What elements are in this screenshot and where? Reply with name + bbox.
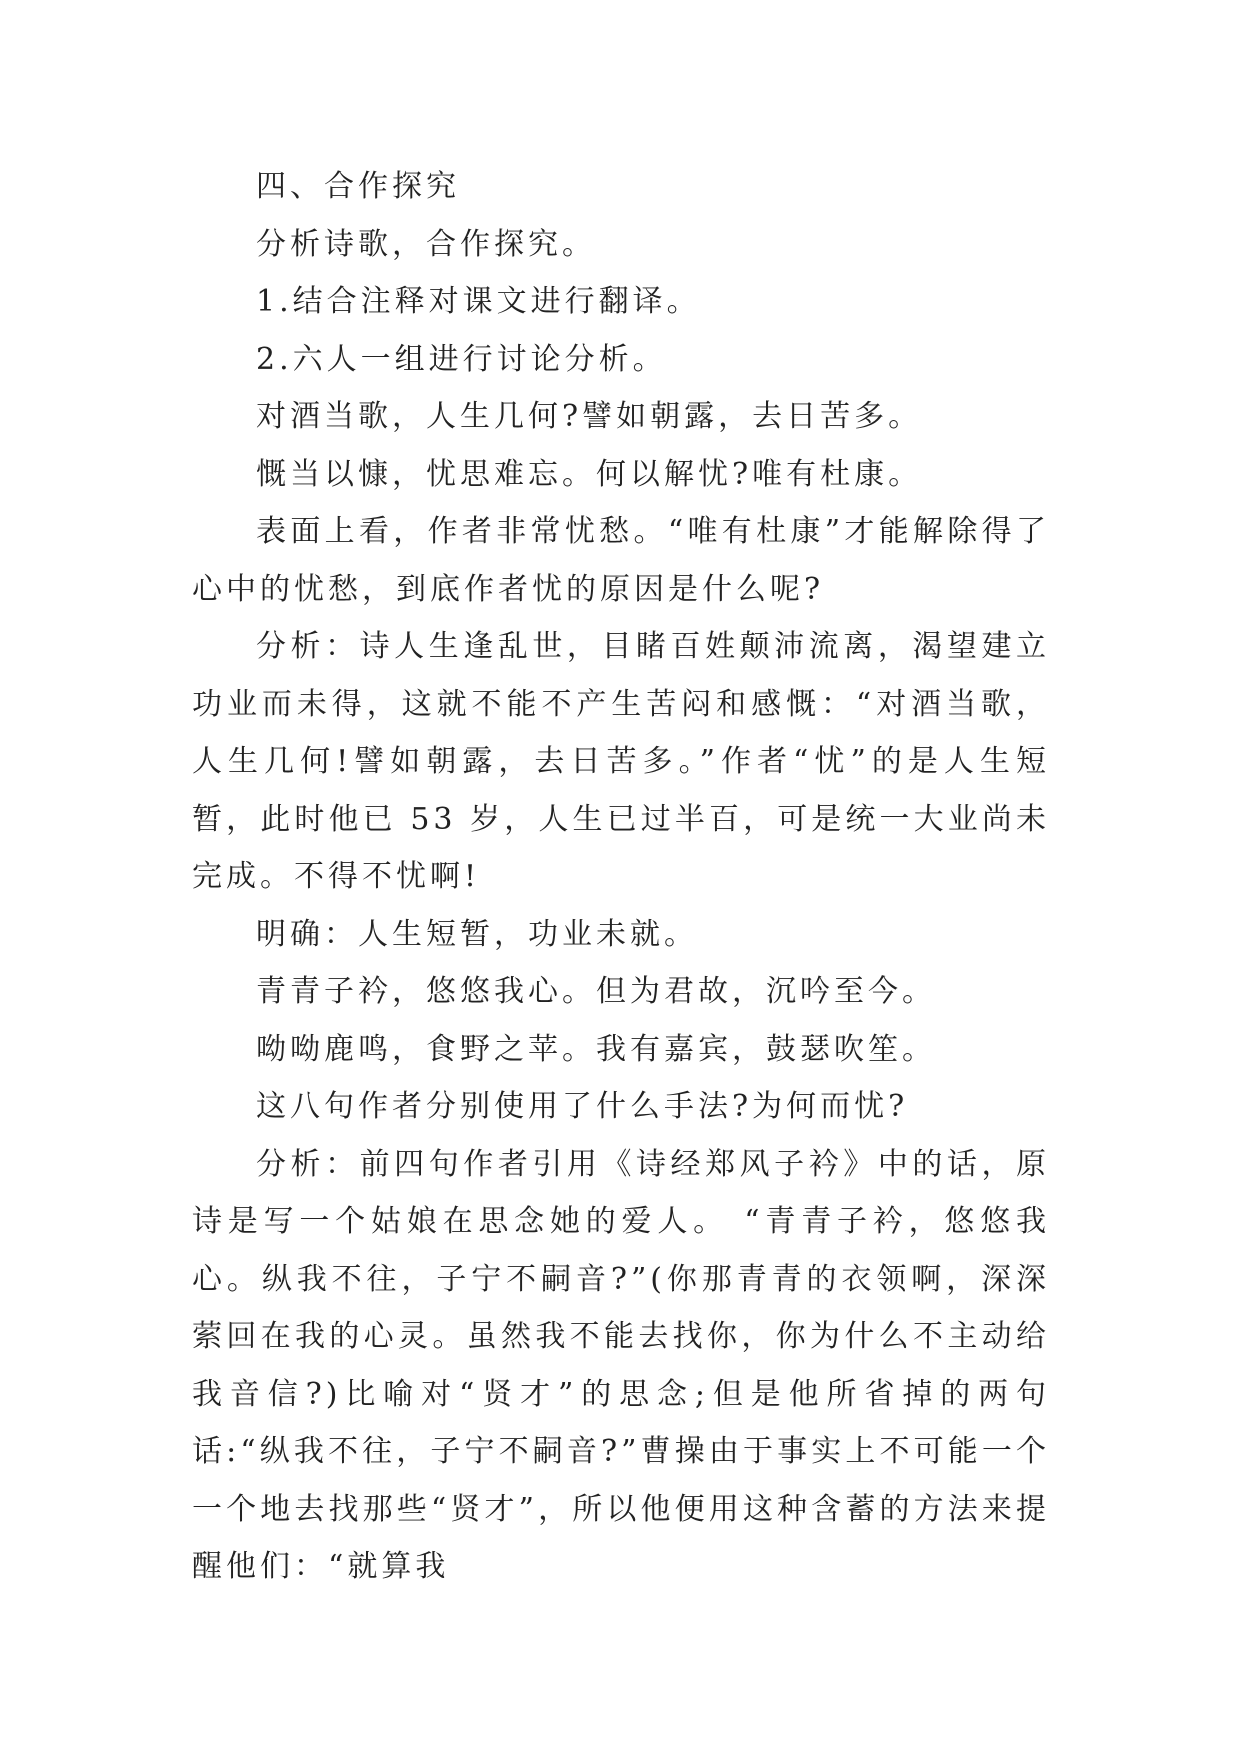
document-body	[192, 158, 1050, 1596]
paragraph: 分析：前四句作者引用《诗经郑风子衿》中的话，原诗是写一个姑娘在思念她的爱人。 “青青子衿，悠悠我心。纵我不往，子宁不嗣音?”(你那青青的衣领啊，深深萦回在我的心灵。虽然我不能去找你，你为什么不主动给我音信?)比喻对“贤才”的思念;但是他所省掉的两句话:“纵我不往，子宁不嗣音?”曹操由于事实上不可能一个一个地去找那些“贤才”，所以他便用这种含蓄的方法来提醒他们：“就算我	[192, 1146, 1050, 1584]
paragraph: 表面上看，作者非常忧愁。“唯有杜康”才能解除得了心中的忧愁，到底作者忧的原因是什么呢?	[192, 514, 1050, 607]
poem-line: 慨当以慷，忧思难忘。何以解忧?唯有杜康。	[256, 456, 923, 492]
section-heading: 四、合作探究	[256, 169, 460, 204]
paragraph: 2.六人一组进行讨论分析。	[256, 341, 667, 377]
paragraph: 这八句作者分别使用了什么手法?为何而忧?	[256, 1089, 909, 1124]
poem-line: 对酒当歌，人生几何?譬如朝露，去日苦多。	[256, 399, 923, 434]
poem-line: 青青子衿，悠悠我心。但为君故，沉吟至今。	[256, 974, 936, 1009]
paragraph: 明确：人生短暂，功业未就。	[256, 916, 698, 952]
poem-line: 呦呦鹿鸣，食野之苹。我有嘉宾，鼓瑟吹笙。	[256, 1031, 936, 1067]
paragraph: 分析：诗人生逢乱世，目睹百姓颠沛流离，渴望建立功业而未得，这就不能不产生苦闷和感慨：“对酒当歌，人生几何!譬如朝露，去日苦多。”作者“忧”的是人生短暂，此时他已 53 岁，人生已过半百，可是统一大业尚未完成。不得不忧啊!	[192, 629, 1050, 894]
paragraph: 1.结合注释对课文进行翻译。	[256, 284, 701, 319]
paragraph: 分析诗歌，合作探究。	[256, 226, 596, 262]
